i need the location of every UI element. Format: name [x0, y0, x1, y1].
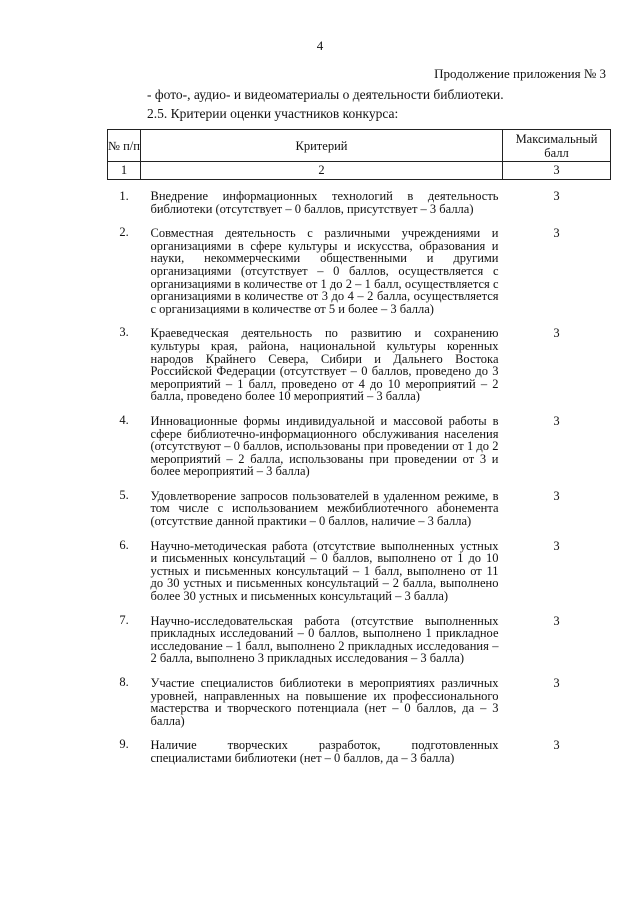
max-score: 3 [553, 488, 560, 503]
criterion-text: Краеведческая деятельность по развитию и сохранению культуры края, района, национальной культуры коренных народов Крайнего Севера, Сибири и Дальнего Востока Российской Федерации (отсутствует – 0 баллов, проведено до 3 мероприятий – 1 балл, проведено от 4 до 10 мероприятий – 2 балла, проведено более 10 мероприятий – 3 балла) [150, 326, 499, 404]
table-row [108, 226, 611, 326]
max-score: 3 [553, 413, 560, 428]
criterion-text: Удовлетворение запросов пользователей в удаленном режиме, в том числе с использованием межбиблиотечного абонемента (отсутствие данной практики – 0 баллов, наличие – 3 балла) [150, 488, 499, 529]
criteria-table [107, 129, 611, 765]
max-score: 3 [553, 613, 560, 628]
max-score: 3 [553, 676, 560, 690]
row-number: 2. [119, 225, 129, 240]
criterion-text: Научно-исследовательская работа (отсутствие выполненных прикладных исследований – 0 баллов, выполнено 1 прикладное исследование – 1 балл, выполнено 2 прикладных исследования – 2 балла, выполнено 3 прикладных исследования – 3 балла) [150, 613, 499, 666]
row-number: 5. [119, 487, 129, 502]
max-score: 3 [553, 226, 560, 241]
materials-list-item: - фото-, аудио- и видеоматериалы о деятельности библиотеки. [147, 87, 504, 102]
max-score: 3 [553, 538, 560, 553]
table-row [108, 614, 611, 676]
row-number: 4. [119, 412, 129, 427]
max-score: 3 [553, 189, 560, 203]
table-row [108, 489, 611, 539]
criterion-text: Участие специалистов библиотеки в мероприятиях различных уровней, направленных на повышение их профессионального мастерства и творческого потенциала (нет – 0 баллов, да – 3 балла) [150, 676, 499, 728]
row-number: 7. [119, 612, 129, 627]
page-number: 4 [316, 38, 324, 53]
row-number: 8. [119, 675, 129, 689]
column-index: 1 [108, 162, 141, 180]
header-max-score: Максимальный балл [503, 130, 611, 162]
appendix-note: Продолжение приложения № 3 [434, 66, 606, 81]
table-row [108, 738, 611, 764]
max-score: 3 [553, 326, 560, 341]
max-score: 3 [553, 738, 560, 753]
criterion-text: Наличие творческих разработок, подготовленных специалистами библиотеки (нет – 0 баллов, да – 3 балла) [150, 738, 499, 765]
row-number: 6. [119, 537, 129, 552]
criterion-text: Внедрение информационных технологий в деятельность библиотеки (отсутствует – 0 баллов, присутствует – 3 балла) [150, 189, 499, 216]
column-index: 2 [141, 162, 503, 180]
header-criterion: Критерий [141, 130, 503, 162]
column-index-row [108, 162, 611, 180]
column-index: 3 [503, 162, 611, 180]
table-row [108, 676, 611, 738]
section-heading: 2.5. Критерии оценки участников конкурса: [147, 106, 399, 121]
table-row [108, 326, 611, 414]
table-row [108, 414, 611, 489]
criterion-text: Научно-методическая работа (отсутствие выполненных устных и письменных консультаций – 0 баллов, выполнено от 1 до 10 устных и письменных консультаций – 1 балл, выполнено от 11 до 30 устных и письменных консультаций – 2 балла, выполнено более 30 устных и письменных консультаций – 3 балла) [150, 538, 499, 604]
row-number: 1. [119, 189, 129, 203]
table-header-row [108, 130, 611, 162]
header-number: № п/п [108, 130, 141, 162]
table-row [108, 180, 611, 227]
row-number: 9. [119, 737, 129, 752]
table-row [108, 539, 611, 614]
row-number: 3. [119, 325, 129, 340]
criterion-text: Инновационные формы индивидуальной и массовой работы в сфере библиотечно-информационного обслуживания населения (отсутствуют – 0 баллов, использованы при проведении от 1 до 2 мероприятий – 2 балла, использованы при проведении от 3 и более мероприятий – 3 балла) [150, 413, 499, 479]
criterion-text: Совместная деятельность с различными учреждениями и организациями в сфере культуры и искусства, образования и науки, некоммерческими общественными и другими организациями (отсутствует – 0 баллов, осуществляется с организациями в количестве от 1 до 2 – 1 балл, осуществляется с организациями в количестве от 3 до 4 – 2 балла, осуществляется с организациями в количестве от 5 и более – 3 балла) [150, 226, 499, 316]
